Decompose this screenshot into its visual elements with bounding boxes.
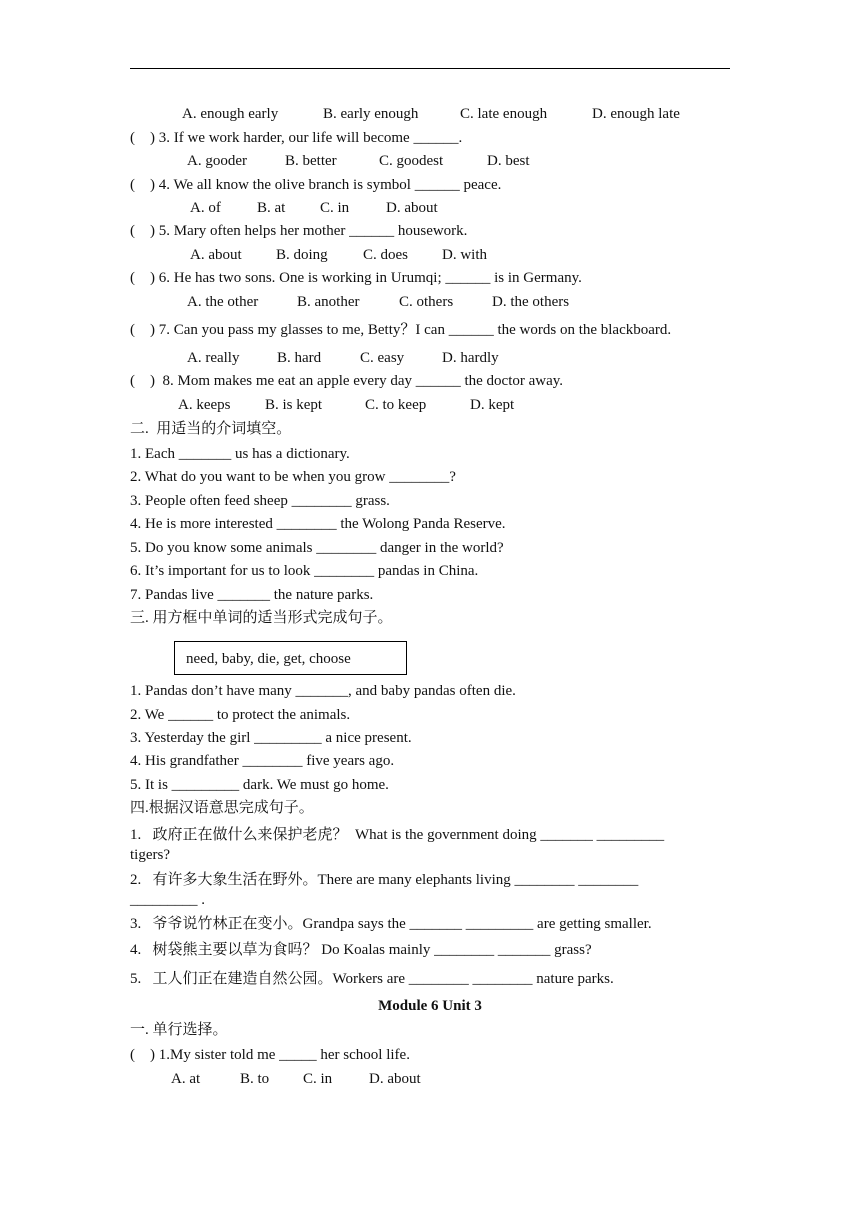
q8-option-a: A. keeps <box>178 397 231 413</box>
q6-option-a: A. the other <box>187 294 259 310</box>
word-box <box>174 641 407 675</box>
question-6: ( ) 6. He has two sons. One is working in Urumqi; ______ is in Germany. <box>130 270 582 286</box>
part4-item-2-cont: _________ . <box>130 892 205 908</box>
q5-option-c: C. does <box>363 247 408 263</box>
q3-option-d: D. best <box>487 153 530 169</box>
part2-item-3: 3. People often feed sheep ________ grass. <box>130 493 390 509</box>
part4-item-2: 2. 有许多大象生活在野外。There are many elephants living ________ ________ <box>130 872 639 888</box>
q2-option-c: C. late enough <box>460 106 548 122</box>
q7-option-a: A. really <box>187 350 240 366</box>
module-q1-option-b: B. to <box>240 1071 270 1087</box>
q7-option-c: C. easy <box>360 350 405 366</box>
q4-option-a: A. of <box>190 200 221 216</box>
part2-item-2: 2. What do you want to be when you grow ________? <box>130 469 456 485</box>
word-box-text: need, baby, die, get, choose <box>186 651 351 667</box>
q8-option-b: B. is kept <box>265 397 323 413</box>
part4-item-5: 5. 工人们正在建造自然公园。Workers are ________ ________ nature parks. <box>130 971 614 987</box>
q7-option-d: D. hardly <box>442 350 499 366</box>
q4-option-c: C. in <box>320 200 350 216</box>
module-question-1: ( ) 1.My sister told me _____ her school life. <box>130 1047 410 1063</box>
section-3-heading: 三. 用方框中单词的适当形式完成句子。 <box>130 610 393 626</box>
module-section-heading: 一. 单行选择。 <box>130 1022 228 1038</box>
q2-option-b: B. early enough <box>323 106 419 122</box>
question-5: ( ) 5. Mary often helps her mother ______ housework. <box>130 223 468 239</box>
q4-option-b: B. at <box>257 200 286 216</box>
q6-option-d: D. the others <box>492 294 570 310</box>
part4-item-1: 1. 政府正在做什么来保护老虎？ What is the government doing _______ _________ <box>130 827 665 843</box>
part2-item-7: 7. Pandas live _______ the nature parks. <box>130 587 374 603</box>
q2-option-d: D. enough late <box>592 106 680 122</box>
part3-item-5: 5. It is _________ dark. We must go home. <box>130 777 389 793</box>
section-2-heading: 二. 用适当的介词填空。 <box>130 421 292 437</box>
q5-option-d: D. with <box>442 247 487 263</box>
question-7: ( ) 7. Can you pass my glasses to me, Betty？I can ______ the words on the blackboard. <box>130 322 672 338</box>
q5-option-b: B. doing <box>276 247 328 263</box>
q5-option-a: A. about <box>190 247 242 263</box>
part3-item-2: 2. We ______ to protect the animals. <box>130 707 351 723</box>
q8-option-d: D. kept <box>470 397 515 413</box>
part3-item-1: 1. Pandas don’t have many _______, and baby pandas often die. <box>130 683 516 699</box>
part3-item-3: 3. Yesterday the girl _________ a nice present. <box>130 730 412 746</box>
module-title: Module 6 Unit 3 <box>378 998 482 1014</box>
part4-item-3: 3. 爷爷说竹林正在变小。Grandpa says the _______ _________ are getting smaller. <box>130 916 652 932</box>
part4-item-1-cont: tigers? <box>130 847 170 863</box>
header-rule <box>130 68 730 69</box>
part2-item-6: 6. It’s important for us to look ________ pandas in China. <box>130 563 479 579</box>
question-4: ( ) 4. We all know the olive branch is symbol ______ peace. <box>130 177 502 193</box>
q6-option-b: B. another <box>297 294 360 310</box>
module-q1-option-c: C. in <box>303 1071 333 1087</box>
module-q1-option-d: D. about <box>369 1071 421 1087</box>
q3-option-a: A. gooder <box>187 153 247 169</box>
q2-option-a: A. enough early <box>182 106 279 122</box>
part3-item-4: 4. His grandfather ________ five years ago. <box>130 753 395 769</box>
question-3: ( ) 3. If we work harder, our life will become ______. <box>130 130 463 146</box>
part2-item-5: 5. Do you know some animals ________ danger in the world? <box>130 540 504 556</box>
q3-option-b: B. better <box>285 153 337 169</box>
q4-option-d: D. about <box>386 200 438 216</box>
q8-option-c: C. to keep <box>365 397 427 413</box>
q7-option-b: B. hard <box>277 350 322 366</box>
q3-option-c: C. goodest <box>379 153 444 169</box>
module-q1-option-a: A. at <box>171 1071 201 1087</box>
question-8: ( ) 8. Mom makes me eat an apple every day ______ the doctor away. <box>130 373 564 389</box>
q6-option-c: C. others <box>399 294 454 310</box>
part2-item-4: 4. He is more interested ________ the Wolong Panda Reserve. <box>130 516 506 532</box>
section-4-heading: 四.根据汉语意思完成句子。 <box>130 800 314 816</box>
part2-item-1: 1. Each _______ us has a dictionary. <box>130 446 350 462</box>
part4-item-4: 4. 树袋熊主要以草为食吗？ Do Koalas mainly ________ _______ grass? <box>130 942 592 958</box>
